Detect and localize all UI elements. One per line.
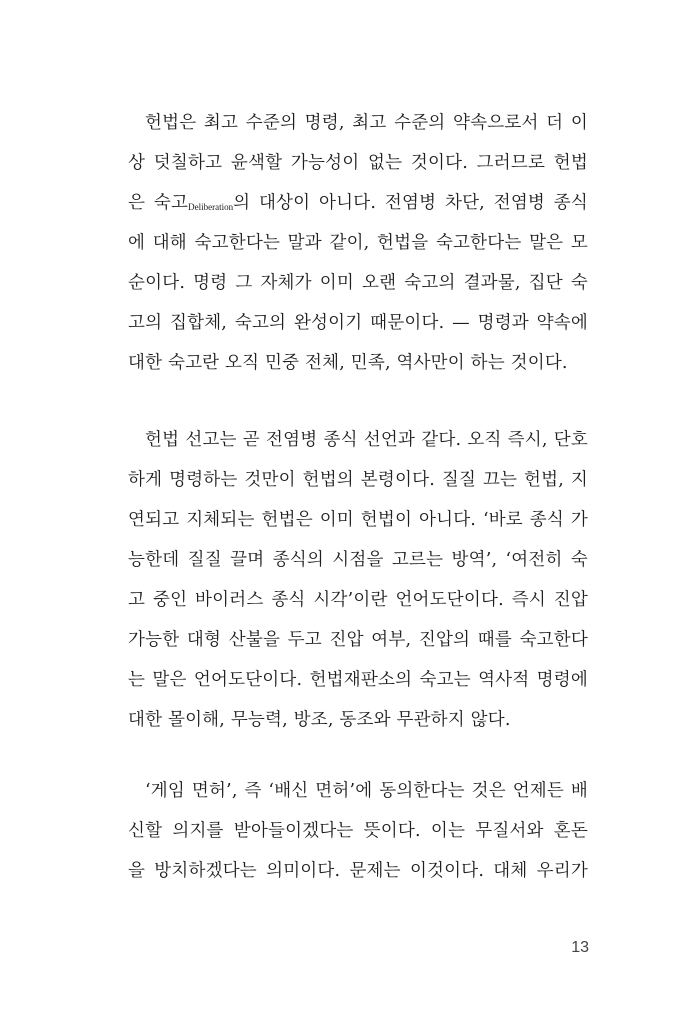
text-line: 능한데 질질 끌며 종식의 시점을 고르는 방역’, ‘여전히 숙 [128, 550, 588, 570]
paragraph-2 [128, 420, 588, 740]
text-line: 신할 의지를 받아들이겠다는 뜻이다. 이는 무질서와 혼돈 [128, 821, 588, 841]
text-line: 순이다. 명령 그 자체가 이미 오랜 숙고의 결과물, 집단 숙 [128, 273, 588, 293]
text-line: 연되고 지체되는 헌법은 이미 헌법이 아니다. ‘바로 종식 가 [128, 510, 588, 530]
text-line: 을 방치하겠다는 의미이다. 문제는 이것이다. 대체 우리가 [128, 861, 588, 881]
text-line: ‘게임 면허’, 즉 ‘배신 면허’에 동의한다는 것은 언제든 배 [145, 781, 588, 801]
text-line: 상 덧칠하고 윤색할 가능성이 없는 것이다. 그러므로 헌법 [128, 153, 588, 173]
page-number: 13 [571, 939, 589, 956]
english-term: Deliberation [188, 202, 234, 212]
text-line: 대한 숙고란 오직 민중 전체, 민족, 역사만이 하는 것이다. [128, 353, 568, 373]
text-line: 에 대해 숙고한다는 말과 같이, 헌법을 숙고한다는 말은 모 [128, 233, 588, 253]
text-line: 헌법 선고는 곧 전염병 종식 선언과 같다. 오직 즉시, 단호 [145, 430, 588, 450]
text-line: 가능한 대형 산불을 두고 진압 여부, 진압의 때를 숙고한다 [128, 630, 588, 650]
paragraph-3 [128, 771, 588, 891]
text-line: 고 중인 바이러스 종식 시각’이란 언어도단이다. 즉시 진압 [128, 590, 588, 610]
paragraph-1 [128, 103, 588, 383]
text-line: 대한 몰이해, 무능력, 방조, 동조와 무관하지 않다. [128, 710, 511, 730]
text-line: 하게 명령하는 것만이 헌법의 본령이다. 질질 끄는 헌법, 지 [128, 470, 588, 490]
text-line: 고의 집합체, 숙고의 완성이기 때문이다. — 명령과 약속에 [128, 313, 588, 333]
text-line: 는 말은 언어도단이다. 헌법재판소의 숙고는 역사적 명령에 [128, 670, 588, 690]
text-line: 은 숙고$_{Deliberation}$의 대상이 아니다. 전염병 차단, 전염병 종식 [128, 193, 589, 213]
text-line: 헌법은 최고 수준의 명령, 최고 수준의 약속으로서 더 이 [145, 113, 588, 133]
